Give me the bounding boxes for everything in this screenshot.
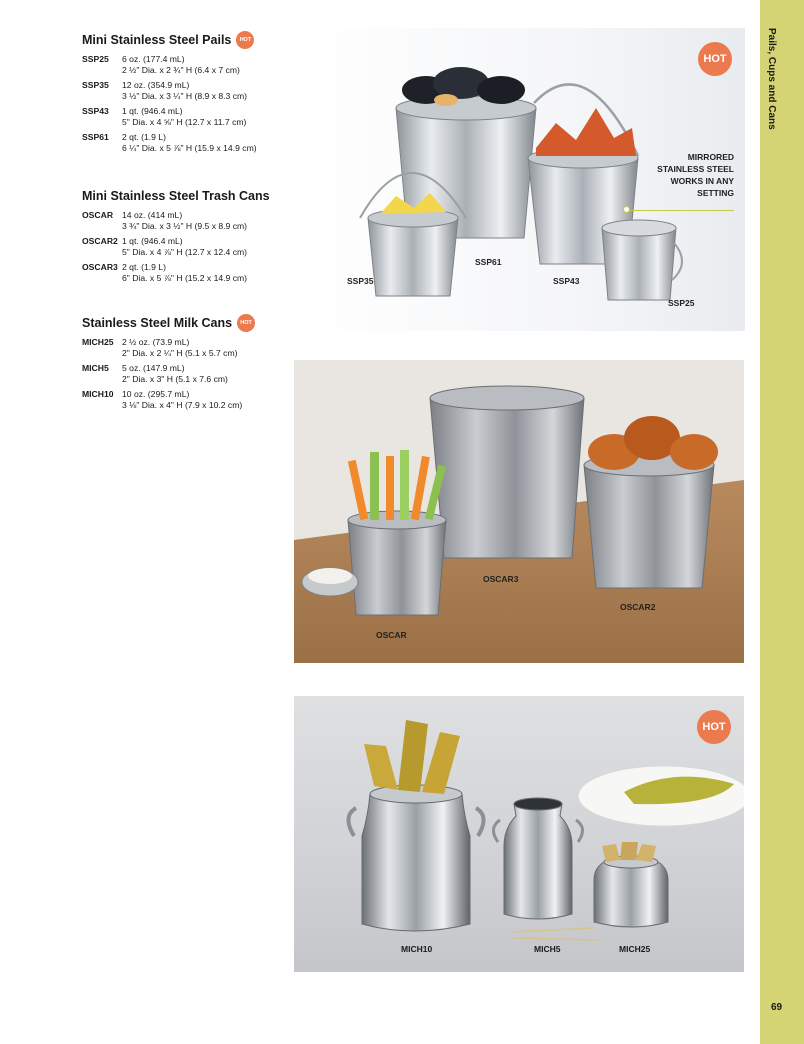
label-mich10: MICH10 [401,944,433,954]
spec-row-mich25 [82,337,282,359]
section-title [82,187,282,205]
callout-text [634,151,734,199]
callout-rule [628,210,734,211]
label-oscar: OSCAR [376,630,407,640]
label-ssp61: SSP61 [475,257,502,267]
callout-dot [623,206,630,213]
spec-dimensions: 2 ½" Dia. x 2 ¾" H (6.4 x 7 cm) [122,65,240,75]
hot-badge: HOT [697,710,731,744]
category-tab [760,0,804,1044]
label-oscar3: OSCAR3 [483,574,519,584]
section-title-text: Mini Stainless Steel Pails [82,33,232,47]
spec-row-ssp25 [82,54,282,76]
trash-cans-photo [294,360,744,663]
spec-code: OSCAR [82,210,114,220]
section-title [82,31,282,49]
spec-row-ssp43 [82,106,282,128]
spec-capacity: 1 qt. (946.4 mL) [122,106,183,116]
spec-dimensions: 5" Dia. x 4 ⅝" H (12.7 x 11.7 cm) [122,117,247,127]
section-milk-cans [82,314,282,415]
milk-cans-illustration [294,696,744,972]
spec-code: MICH10 [82,389,114,399]
spec-code: OSCAR2 [82,236,118,246]
callout-line: STAINLESS STEEL [657,164,734,174]
spec-row-mich5 [82,363,282,385]
label-mich5: MICH5 [534,944,561,954]
spec-capacity: 5 oz. (147.9 mL) [122,363,185,373]
spec-row-ssp35 [82,80,282,102]
section-title-text: Mini Stainless Steel Trash Cans [82,189,270,203]
milk-cans-photo [294,696,744,972]
spec-dimensions: 6 ¼" Dia. x 5 ⅞" H (15.9 x 14.9 cm) [122,143,257,153]
hot-badge: HOT [237,314,255,332]
callout-line: MIRRORED [687,152,734,162]
spec-code: MICH5 [82,363,109,373]
spec-code: SSP35 [82,80,109,90]
spec-capacity: 2 qt. (1.9 L) [122,132,166,142]
spec-row-oscar3 [82,262,282,284]
label-oscar2: OSCAR2 [620,602,656,612]
page-number: 69 [771,1002,783,1013]
label-ssp25: SSP25 [668,298,695,308]
spec-row-mich10 [82,389,282,411]
label-ssp35: SSP35 [347,276,374,286]
spec-dimensions: 2" Dia. x 2 ¼" H (5.1 x 5.7 cm) [122,348,238,358]
category-tab-label: Pails, Cups and Cans [766,28,777,130]
spec-row-oscar [82,210,282,232]
spec-capacity: 2 ½ oz. (73.9 mL) [122,337,190,347]
callout-line: WORKS IN ANY [670,176,734,186]
spec-code: SSP43 [82,106,109,116]
spec-capacity: 1 qt. (946.4 mL) [122,236,183,246]
spec-capacity: 14 oz. (414 mL) [122,210,183,220]
spec-capacity: 2 qt. (1.9 L) [122,262,166,272]
label-ssp43: SSP43 [553,276,580,286]
hot-badge: HOT [236,31,254,49]
section-trash-cans [82,187,282,288]
spec-code: OSCAR3 [82,262,118,272]
spec-dimensions: 3 ⅛" Dia. x 4" H (7.9 x 10.2 cm) [122,400,243,410]
spec-dimensions: 3 ¾" Dia. x 3 ½" H (9.5 x 8.9 cm) [122,221,248,231]
hot-badge: HOT [698,42,732,76]
section-title-text: Stainless Steel Milk Cans [82,316,233,330]
spec-code: SSP61 [82,132,109,142]
label-mich25: MICH25 [619,944,651,954]
spec-code: MICH25 [82,337,114,347]
spec-row-oscar2 [82,236,282,258]
spec-capacity: 12 oz. (354.9 mL) [122,80,190,90]
spec-dimensions: 6" Dia. x 5 ⅞" H (15.2 x 14.9 cm) [122,273,248,283]
trash-cans-illustration [294,360,744,663]
callout-line: SETTING [697,188,734,198]
spec-dimensions: 3 ½" Dia. x 3 ¼" H (8.9 x 8.3 cm) [122,91,248,101]
spec-dimensions: 5" Dia. x 4 ⅞" H (12.7 x 12.4 cm) [122,247,248,257]
spec-capacity: 10 oz. (295.7 mL) [122,389,190,399]
spec-capacity: 6 oz. (177.4 mL) [122,54,185,64]
spec-code: SSP25 [82,54,109,64]
section-title [82,314,282,332]
spec-dimensions: 2" Dia. x 3" H (5.1 x 7.6 cm) [122,374,228,384]
spec-row-ssp61 [82,132,282,154]
section-pails [82,31,282,158]
